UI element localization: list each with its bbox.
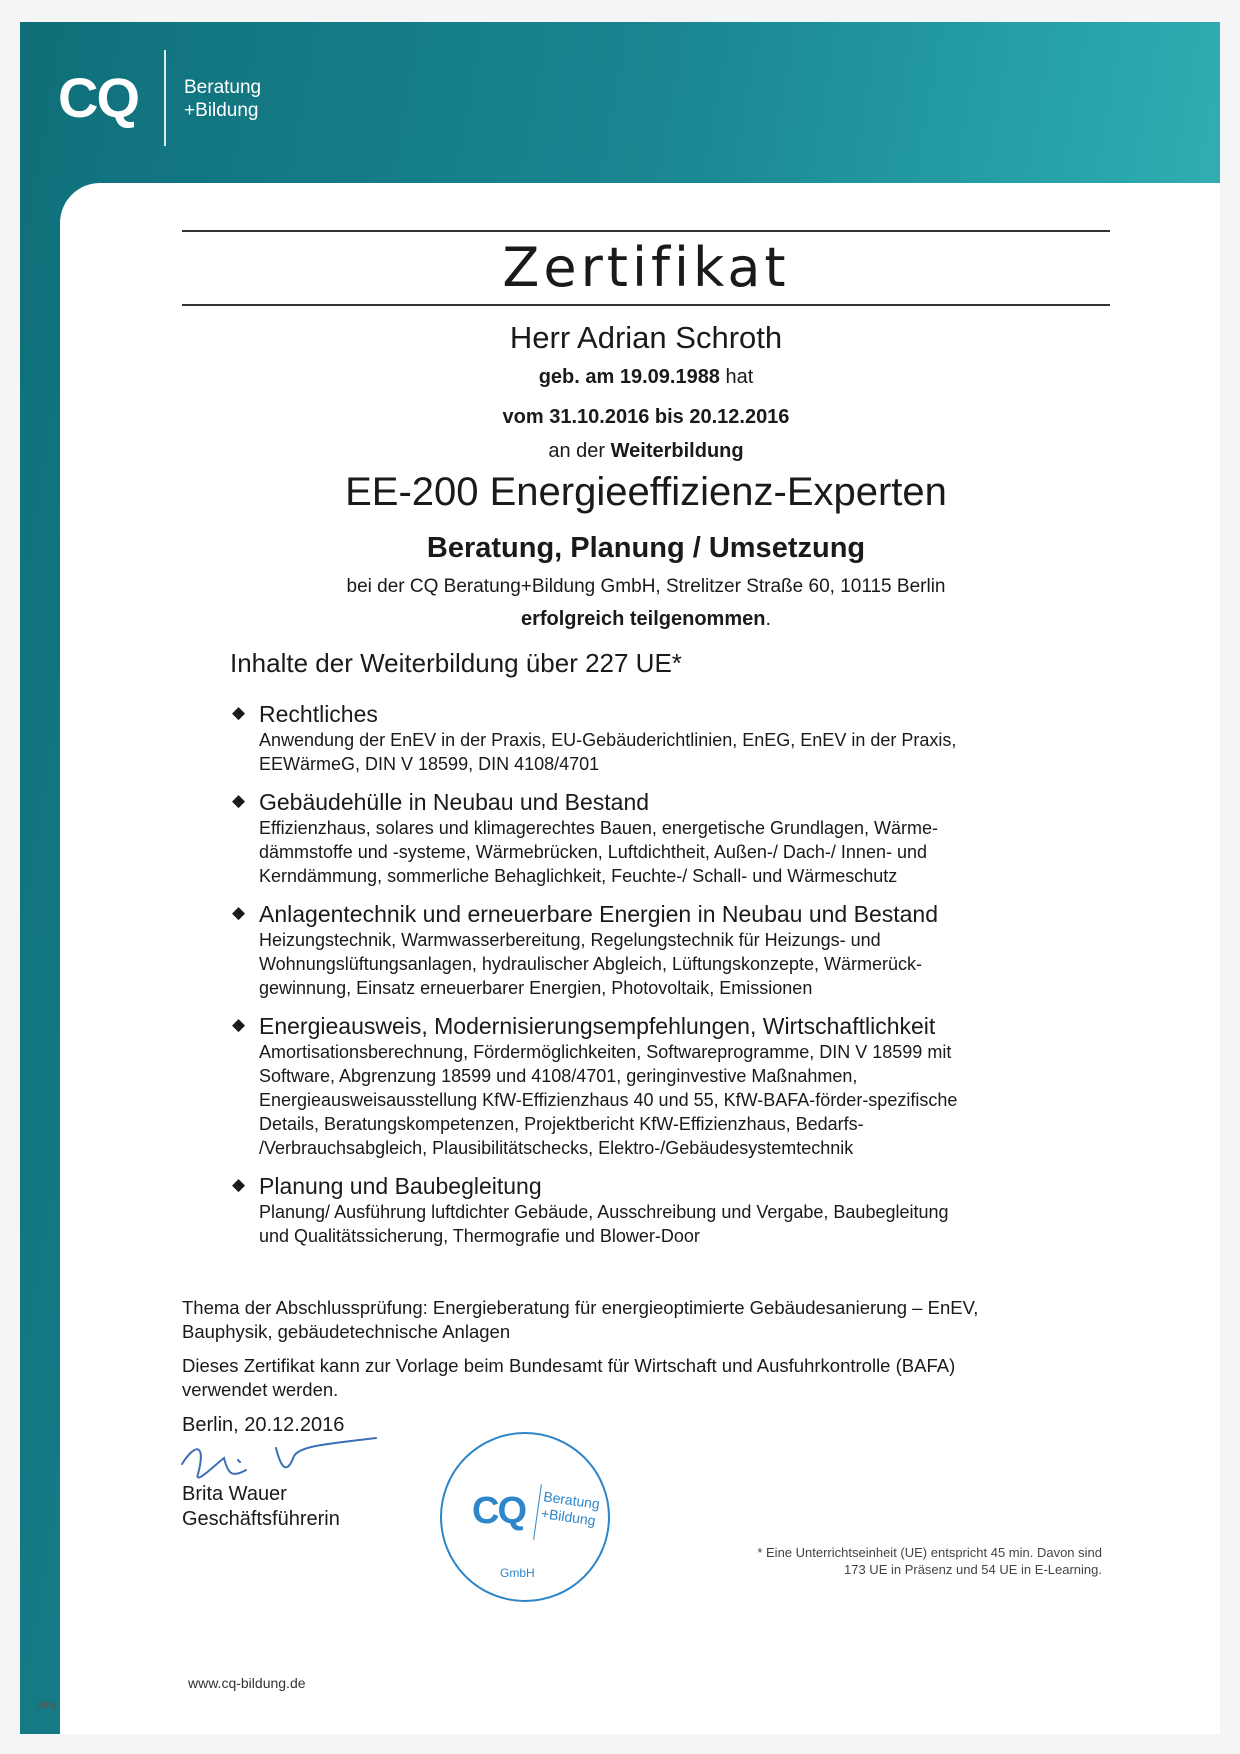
course-intro-word: Weiterbildung	[610, 440, 744, 462]
side-mark: blog	[38, 1700, 57, 1711]
topic-item	[232, 900, 1112, 1000]
place-date: Berlin, 20.12.2016	[182, 1414, 345, 1436]
topic-line: Energieausweisausstellung KfW-Effizienzhaus 40 und 55, KfW-BAFA-förder-spezifische	[259, 1090, 958, 1110]
topic-line: EEWärmeG, DIN V 18599, DIN 4108/4701	[259, 754, 600, 774]
title-rule-bottom	[182, 304, 1110, 306]
topic-line: und Qualitätssicherung, Thermografie und Blower-Door	[259, 1226, 700, 1246]
course-subtitle: Beratung, Planung / Umsetzung	[426, 532, 866, 564]
recipient-name: Herr Adrian Schroth	[509, 320, 783, 355]
diamond-bullet-icon: ◆	[232, 1015, 246, 1034]
bafa-paragraph	[182, 1354, 1112, 1402]
stamp-line-1: Beratung	[542, 1488, 601, 1512]
topic-line: Heizungstechnik, Warmwasserbereitung, Regelungstechnik für Heizungs- und	[259, 930, 881, 950]
course-title: EE-200 Energieeffizienz-Experten	[345, 470, 947, 514]
cq-logo	[58, 66, 138, 129]
course-intro	[182, 440, 1110, 463]
contents-heading: Inhalte der Weiterbildung über 227 UE*	[230, 648, 682, 678]
footnote-line-1: * Eine Unterrichtseinheit (UE) entspricht 45 min. Davon sind	[757, 1545, 1102, 1560]
topic-line: Software, Abgrenzung 18599 und 4108/4701, geringinvestive Maßnahmen,	[259, 1066, 858, 1086]
result-line	[182, 608, 1110, 631]
logo-line-2: +Bildung	[184, 100, 259, 121]
topic-title: Anlagentechnik und erneuerbare Energien in Neubau und Bestand	[259, 901, 939, 927]
title-rule-top	[182, 230, 1110, 232]
topic-line: Anwendung der EnEV in der Praxis, EU-Gebäuderichtlinien, EnEG, EnEV in der Praxis,	[259, 730, 957, 750]
diamond-bullet-icon: ◆	[232, 791, 246, 810]
topic-line: Kerndämmung, sommerliche Behaglichkeit, Feuchte-/ Schall- und Wärmeschutz	[259, 866, 898, 886]
certificate-title: Zertifikat	[502, 236, 790, 299]
topic-line: Wohnungslüftungsanlagen, hydraulischer Abgleich, Lüftungskonzepte, Wärmerück-	[259, 954, 923, 974]
topic-line: Amortisationsberechnung, Fördermöglichkeiten, Softwareprogramme, DIN V 18599 mit	[259, 1042, 952, 1062]
topic-item	[232, 1172, 1112, 1248]
exam-paragraph	[182, 1296, 1112, 1344]
bafa-line-2: verwendet werden.	[182, 1379, 339, 1400]
diamond-bullet-icon: ◆	[232, 1175, 246, 1194]
website-url: www.cq-bildung.de	[188, 1675, 306, 1691]
logo-line-1: Beratung	[184, 77, 262, 98]
result-end: .	[765, 608, 772, 630]
logo-wordmark	[184, 76, 261, 122]
diamond-bullet-icon: ◆	[232, 703, 246, 722]
stamp-logo-mark: CQ	[472, 1490, 525, 1532]
topic-title: Energieausweis, Modernisierungsempfehlungen, Wirtschaftlichkeit	[259, 1013, 936, 1039]
topic-title: Planung und Baubegleitung	[259, 1173, 542, 1199]
topic-item	[232, 700, 1112, 776]
topic-line: Effizienzhaus, solares und klimagerechtes Bauen, energetische Grundlagen, Wärme-	[259, 818, 939, 838]
stamp-company: GmbH	[500, 1566, 535, 1580]
signer-name: Brita Wauer	[182, 1483, 287, 1505]
exam-line-1: Thema der Abschlussprüfung: Energieberatung für energieoptimierte Gebäudesanierung – EnEV,	[182, 1297, 979, 1318]
signer-role: Geschäftsführerin	[182, 1508, 340, 1530]
topic-title: Gebäudehülle in Neubau und Bestand	[259, 789, 650, 815]
footnote	[700, 1544, 1102, 1578]
cq-logo-mark: CQ	[58, 66, 138, 129]
company-stamp	[440, 1432, 610, 1602]
stamp-line-2: +Bildung	[540, 1505, 597, 1529]
course-period: vom 31.10.2016 bis 20.12.2016	[502, 406, 790, 428]
topic-item	[232, 788, 1112, 888]
logo-divider	[164, 50, 166, 146]
exam-line-2: Bauphysik, gebäudetechnische Anlagen	[182, 1321, 511, 1342]
footnote-line-2: 173 UE in Präsenz und 54 UE in E-Learning.	[844, 1562, 1102, 1577]
birth-date: geb. am 19.09.1988	[538, 366, 720, 388]
topic-item	[232, 1012, 1112, 1160]
topic-line: Details, Beratungskompetenzen, Projektbericht KfW-Effizienzhaus, Bedarfs-	[259, 1114, 864, 1134]
topic-line: Planung/ Ausführung luftdichter Gebäude, Ausschreibung und Vergabe, Baubegleitung	[259, 1202, 949, 1222]
diamond-bullet-icon: ◆	[232, 903, 246, 922]
result-text: erfolgreich teilgenommen	[520, 608, 766, 630]
bafa-line-1: Dieses Zertifikat kann zur Vorlage beim Bundesamt für Wirtschaft und Ausfuhrkontrolle (BAFA)	[182, 1355, 956, 1376]
topic-line: /Verbrauchsabgleich, Plausibilitätschecks, Elektro-/Gebäudesystemtechnik	[259, 1138, 854, 1158]
course-intro-prefix: an der	[548, 440, 611, 462]
topic-line: dämmstoffe und -systeme, Wärmebrücken, Luftdichtheit, Außen-/ Dach-/ Innen- und	[259, 842, 927, 862]
topic-list	[232, 700, 1112, 1260]
stamp-wordmark	[540, 1488, 601, 1530]
birth-line	[182, 366, 1110, 389]
birth-suffix: hat	[719, 366, 754, 388]
topic-title: Rechtliches	[259, 701, 378, 727]
topic-line: gewinnung, Einsatz erneuerbarer Energien, Photovoltaik, Emissionen	[259, 978, 813, 998]
signer-block	[182, 1482, 340, 1532]
provider-line: bei der CQ Beratung+Bildung GmbH, Strelitzer Straße 60, 10115 Berlin	[346, 576, 946, 597]
